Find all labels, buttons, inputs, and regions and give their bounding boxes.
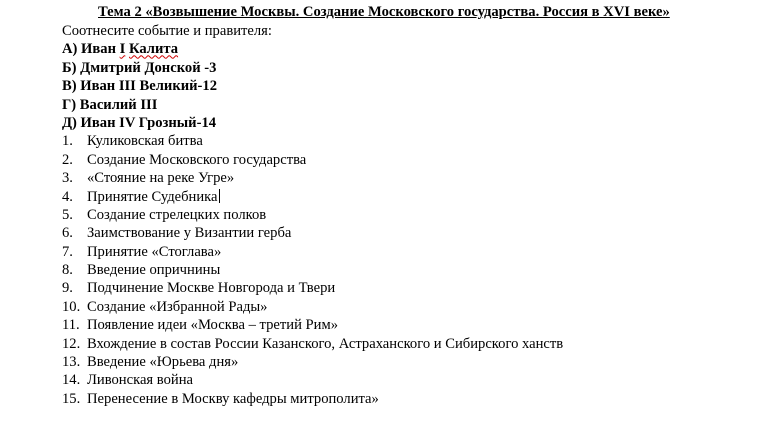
event-number: 5. [62,206,73,223]
event-text: Введение опричнины [87,262,221,279]
event-text: Введение «Юрьева дня» [87,354,239,371]
event-text: Перенесение в Москву кафедры митрополита» [87,390,379,407]
event-text: Принятие Судебника [87,188,218,205]
event-number: 15. [62,390,81,407]
event-item [62,132,752,150]
event-text: Создание «Избранной Рады» [87,298,268,315]
event-number: 3. [62,170,73,187]
event-text: Ливонская война [87,372,193,389]
event-text: Появление идеи «Москва – третий Рим» [87,317,338,334]
event-item [62,169,752,187]
event-text: Вхождение в состав России Казанского, Астраханского и Сибирского ханств [87,335,564,352]
event-text: Подчинение Москве Новгорода и Твери [87,280,336,297]
event-item [62,261,752,279]
event-number: 6. [62,225,73,242]
ruler-prefix: А) Иван [62,41,120,58]
event-item [62,353,752,371]
event-number: 7. [62,243,73,260]
event-text: Заимствование у Византии герба [87,225,292,242]
document-title: Тема 2 «Возвышение Москвы. Создание Московского государства. Россия в XVI веке» [98,4,670,20]
document-body[interactable] [62,22,752,408]
event-item [62,188,752,206]
event-number: 12. [62,335,81,352]
event-item [62,298,752,316]
event-item [62,279,752,297]
event-item [62,316,752,334]
event-text: Принятие «Стоглава» [87,243,222,260]
event-number: 11. [62,317,80,334]
event-item [62,371,752,389]
ruler-name [120,41,178,57]
event-text: Создание Московского государства [87,151,307,168]
ruler-item: Г) Василий III [62,96,158,113]
spellcheck-underline: I [119,41,126,58]
event-number: 8. [62,262,73,279]
event-number: 13. [62,354,81,371]
event-item [62,206,752,224]
text-cursor [219,189,220,203]
event-number: 1. [62,133,73,150]
event-item [62,390,752,408]
ruler-item: Д) Иван IV Грозный-14 [62,114,217,131]
event-number: 10. [62,298,81,315]
instruction-text: Соотнесите событие и правителя: [62,23,272,39]
event-number: 4. [62,188,73,205]
ruler-item: Б) Дмитрий Донской -3 [62,59,217,76]
event-number: 9. [62,280,73,297]
event-item [62,224,752,242]
event-item [62,243,752,261]
ruler-item: В) Иван III Великий-12 [62,78,218,95]
event-number: 14. [62,372,81,389]
event-number: 2. [62,151,73,168]
event-item [62,151,752,169]
event-text: Куликовская битва [87,133,203,150]
event-text: Создание стрелецких полков [87,206,267,223]
ruler-item [62,40,752,58]
event-item [62,335,752,353]
spellcheck-underline: Калита [128,41,179,58]
event-text: «Стояние на реке Угре» [87,170,235,187]
